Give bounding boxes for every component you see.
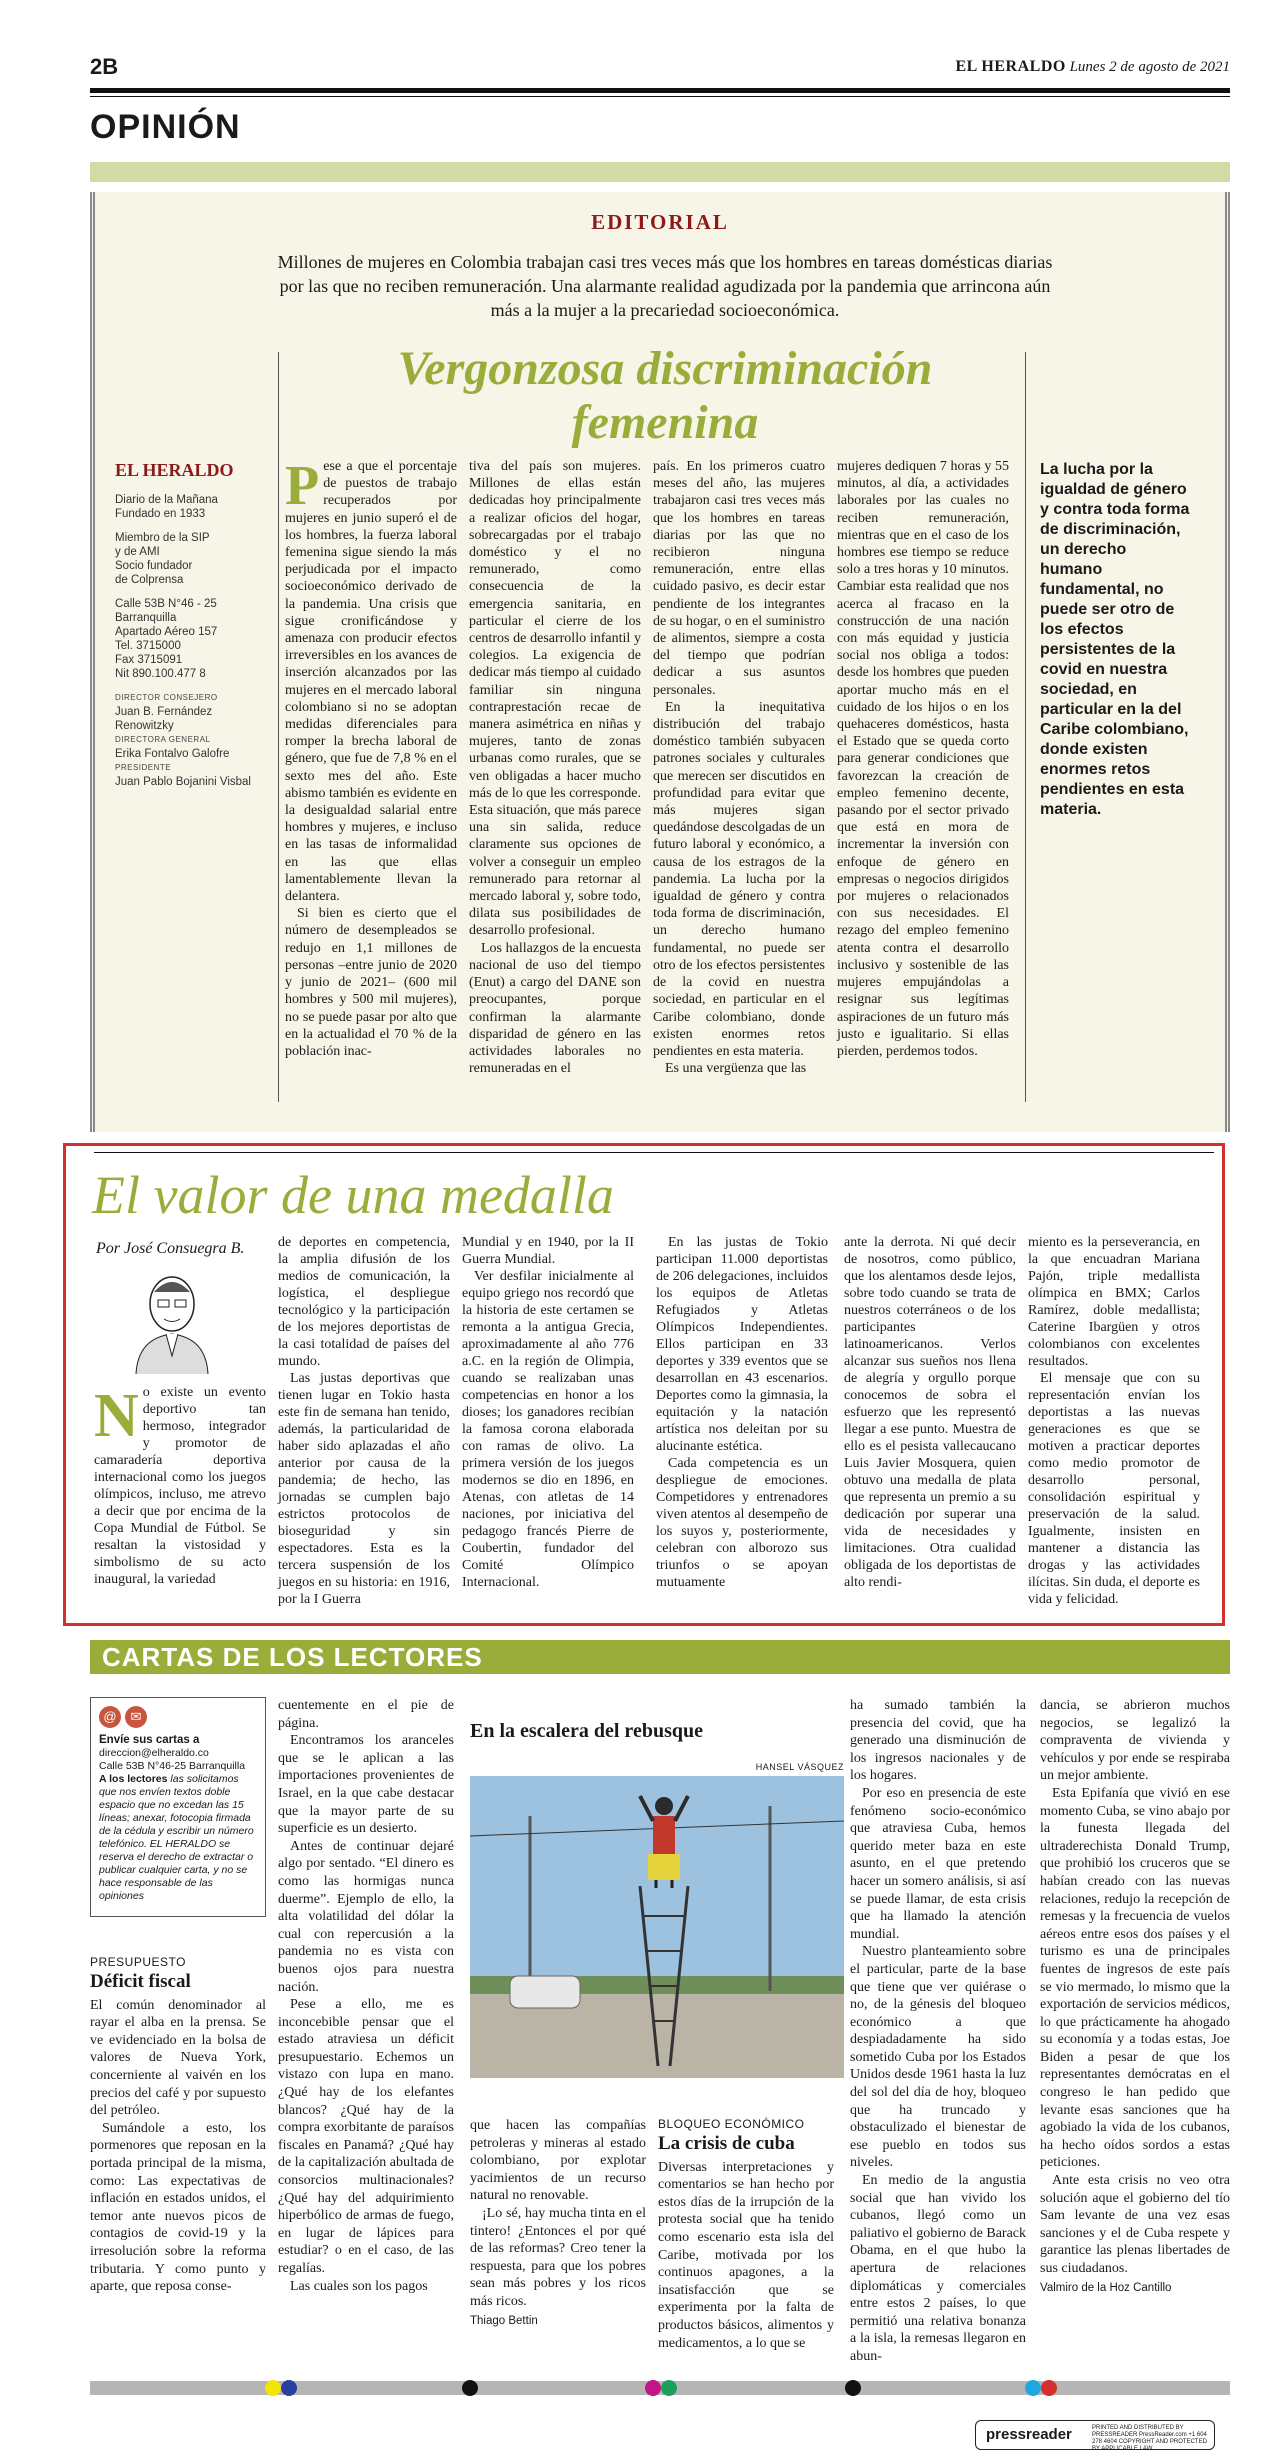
editorial-box [90,192,1230,1132]
letters-section-bar: CARTAS DE LOS LECTORES [90,1640,1230,1674]
editorial-column-3 [653,458,825,1077]
article-paragraph: ante la derrota. Ni qué decir de nosotros, como público, que los alentamos desde lejos, sobre todo cuando se trata de nuestros coterráneos o de los participantes latinoamericanos. Verlos alcanzar sus sueños nos llena de alegría y orgullo porque conocemos de sobra el esfuerzo que les representó llegar a ese punto. Muestra de ello es el pesista vallecaucano Luis Javier Mosquera, quien obtuvo una medalla de plata que representa un premio a su dedicación por superar una vida de necesidades y limitaciones. Otra cualidad obligada de los deportistas de alto rendi- [844,1235,1016,1590]
registration-dot [1025,2380,1041,2396]
photo-headline: En la escalera del rebusque [470,1720,703,1742]
editorial-paragraph: mujeres dediquen 7 horas y 55 minutos, al día, a actividades laborales por las cuales no reciben remuneración, mientras que en el caso de los hombres ese tiempo se reduce solo a tres horas y 10 minutos. Cambiar esta realidad que nos acerca al fracaso en la construcción de una nación con más equidad y justicia social nos obliga a todos: desde los hombres que pueden aportar mucho más en el cuidado de los hijos o en los quehaceres domésticos, hasta el Estado que se queda corto para generar condiciones que favorezcan la creación de empleo femenino decente, pasando por el sector privado que está en mora de incrementar la inversión con enfoque de género en empresas o negocios dirigidos por mujeres o relacionados con sus necesidades. El rezago del empleo femenino atenta contra el desarrollo inclusivo y sostenible de las mujeres empujándolas a resignar sus legítimas aspiraciones de un futuro más justo e igualitario. Si ellas pierden, perdemos todos. [837,459,1009,1059]
credits-line: Miembro de la SIP [115,532,210,544]
credits-line: Fax 3715091 [115,654,183,666]
credits-person: Juan B. Fernández Renowitzky [115,706,213,732]
author-portrait [126,1264,218,1374]
submission-email[interactable]: direccion@elheraldo.co [99,1747,209,1759]
column-divider [278,352,279,1102]
article-column-1 [94,1384,266,1588]
editorial-paragraph: En la inequitativa distribución del trabajo doméstico también subyacen patrones sociales y culturales que merecen ser discutidos en profundidad para evitar que más mujeres sigan quedándose descolgadas de un futuro laboral y económico, a causa de los estragos de la pandemia. La lucha por la igualdad de género y contra toda forma de discriminación, un derecho humano fundamental, no puede ser otro de los efectos persistentes de la covid en nuestra sociedad, en particular en el Caribe colombiano, donde existen enormes retos pendientes en esta materia. [653,699,825,1059]
section-accent-bar [90,162,1230,182]
registration-dot [462,2380,478,2396]
article-paragraph: o existe un evento deportivo tan hermoso, integrador y promotor de camaradería deportiva internacional como los juegos olímpicos, incluso, me atrevo a decir que por encima de la Copa Mundial de Fútbol. Se resaltan la vistosidad y simbolismo de su acto inaugural, la variedad [94,1385,266,1587]
article-paragraph: de deportes en competencia, la amplia difusión de los medios de comunicación, la logística, el despliegue tecnológico y la participación de los mejores deportistas de la casi totalidad de países del mundo. [278,1235,450,1369]
letter-kicker: BLOQUEO ECONÓMICO [658,2117,805,2131]
credits-person: Erika Fontalvo Galofre [115,748,230,760]
editorial-paragraph: ese a que el porcentaje de puestos de trabajo recuperados por mujeres en junio superó el de los hombres, la fuerza laboral femenina sigue siendo la más perjudicada por el impacto socioeconómico derivado de la pandemia. Una crisis que sigue cronificándose y amenaza con producir efectos irreversibles en los avances de inserción alcanzados por las mujeres en el mercado laboral colombiano si no se adoptan medidas diferenciales para romper la brecha laboral de género, que fue de 7,8 % en el sexto mes del año. Este abismo también es evidente en la desigualdad salarial entre hombres y mujeres, e incluso en las tasas de informalidad en las que ellas lamentablemente llevan la delantera. [285,459,457,905]
credits-line: Socio fundador [115,560,193,572]
editorial-paragraph: Si bien es cierto que el número de desempleados se redujo en 1,1 millones de personas –entre junio de 2020 y junio de 2021– (600 mil hombres y 500 mil mujeres), no se puede pasar por alto que en la actualidad el 70 % de la población inac- [285,906,457,1059]
editorial-paragraph: Es una vergüenza que las [665,1061,807,1077]
pressreader-notice: PRINTED AND DISTRIBUTED BY PRESSREADER PressReader.com +1 604 278 4604 COPYRIGHT AND PROTECTED BY APPLICABLE LAW [1092,2425,1207,2452]
letter-paragraph: Ante esta crisis no veo otra solución aque el gobierno del tío Sam levante de una vez esas sanciones y el de Cuba respete y garantice las plenas libertades de sus ciudadanos. [1040,2173,1230,2276]
article-paragraph: En las justas de Tokio participan 11.000 deportistas de 206 delegaciones, incluidos los equipos de Atletas Refugiados y Atletas Olímpicos Independientes. Ellos participan en 33 deportes y 339 eventos que se desarrollan en 43 escenarios. Deportes como la gimnasia, la equitación y la natación artística nos deleitan por su alucinante estética. [656,1235,828,1454]
letter-paragraph: Esta Epifanía que vivió en ese momento Cuba, se vino abajo por la funesta llegada del ultraderechista Donald Trump, que prohibió los cruceros que se habían creado con las nuevas relaciones, redujo la recepción de remesas y la frecuencia de vuelos aéreos entre esos dos países y el turismo es una de principales fuentes de ingresos de este país se vio mermado, lo mismo que la exportación de servicios médicos, lo que prácticamente ha ahogado su economía y a todas estas, Joe Biden a pesar de que los representantes demócratas en el congreso le han pedido que levante esas sanciones que ha agobiado la vida de los cubanos, ha hecho oídos sordos a estas peticiones. [1040,1785,1230,2171]
paper-name: EL HERALDO [955,58,1066,75]
editorial-headline: Vergonzosa discriminación femenina [397,342,933,449]
article-paragraph: Cada competencia es un despliegue de emociones. Competidores y entrenadores viven atentos al desempeño de los suyos y, posteriormente, celebran con alborozo sus triunfos o se apoyan mutuamente [656,1456,828,1590]
letter-paragraph: Las cuales son los pagos [290,2278,428,2294]
article-column-6 [1028,1234,1200,1608]
credits-person: Juan Pablo Bojanini Visbal [115,776,251,788]
column-divider [1025,352,1026,1102]
letter-paragraph: cuentemente en el pie de página. [278,1698,454,1731]
letter-paragraph: Encontramos los aranceles que se le aplican a las importaciones provenientes de Israel, en la que cabe destacar que la mayor parte de su superficie es un desierto. [278,1733,454,1837]
readers-label: A los lectores [99,1773,168,1785]
drop-cap: P [285,455,320,517]
medal-article [63,1143,1225,1626]
article-paragraph: El mensaje que con su representación envían los deportistas a las nuevas generaciones es que se motiven a practicar deportes como medio promotor de desarrollo personal, consolidación espiritual y preservación de la salud. Igualmente, insisten en mantener a distancia las drogas y las actividades ilícitas. Sin duda, el deporte es vida y felicidad. [1028,1371,1200,1607]
pull-quote: La lucha por la igualdad de género y contra toda forma de discriminación, un derecho humano fundamental, no puede ser otro de los efectos persistentes de la covid en nuestra sociedad, en particular en la del Caribe colombiano, donde existen enormes retos pendientes en esta materia. [1040,461,1190,818]
issue-date: Lunes 2 de agosto de 2021 [1069,59,1230,75]
registration-dot [845,2380,861,2396]
registration-dot [281,2380,297,2396]
page-number: 2B [90,54,119,79]
article-column-4 [656,1234,828,1591]
credits-line: Apartado Aéreo 157 [115,626,218,638]
masthead-date [955,58,1230,76]
credits-line: de Colprensa [115,574,184,586]
editorial-column-2 [469,458,641,1077]
pressreader-badge[interactable] [975,2420,1215,2450]
submission-address: Calle 53B N°46-25 Barranquilla [99,1760,246,1772]
credits-line: Nit 890.100.477 8 [115,668,206,680]
submission-heading: Envíe sus cartas a [99,1734,200,1746]
pressreader-logo: pressreader [986,2426,1072,2443]
letter-title: Déficit fiscal [90,1971,191,1992]
letter-paragraph: Diversas interpretaciones y comentarios se han hecho por estos días de la irrupción de la protesta social que ha tenido como escenario esta isla del Caribe, motivada por los continuos apagones, a la insatisfacción que se experimenta por la falta de productos básicos, alimentos y medicamentos, a lo que se [658,2159,834,2351]
brand-logo: EL HERALDO [115,460,234,480]
credits-line: Calle 53B N°46 - 25 [115,598,217,610]
article-paragraph: miento es la perseverancia, en la que encuadran Mariana Pajón, triple medallista olímpica en BMX; Carlos Ramírez, doble medallista; Caterine Ibargüen y otros colombianos con excelentes resultados. [1028,1235,1200,1369]
letter-paragraph: El común denominador al rayar el alba en la prensa. Se ve evidenciado en la bolsa de valores de Nueva York, concerniente al vaivén en los precios del café y por supuesto del petróleo. [90,1997,266,2119]
editorial-paragraph: Los hallazgos de la encuesta nacional de uso del tiempo (Enut) a cargo del DANE son preocupantes, porque confirman la alarmante disparidad de género en las actividades laborales no remuneradas en el [469,940,641,1077]
article-headline: El valor de una medalla [92,1165,614,1225]
masthead-credits [115,460,265,789]
letter-paragraph: Por eso en presencia de este fenómeno socio-económico que atraviesa Cuba, hemos querido meter baza en este asunto, en el que pretendo hacer un somero análisis, si así se puede llamar, de esta crisis que ha llamado la atención mundial. [850,1785,1026,1942]
credits-role: DIRECTOR CONSEJERO [115,693,218,702]
envelope-icon: ✉ [125,1706,147,1728]
editorial-subhead: Millones de mujeres en Colombia trabajan casi tres veces más que los hombres en tareas domésticas diarias por las que no reciben remuneración. Una alarmante realidad agudizada por la pandemia que arrincona aún más a la mujer a la precariedad socioeconómica. [277,252,1053,320]
letter-signature: Valmiro de la Hoz Cantillo [1040,2281,1172,2294]
letter-paragraph: ha sumado también la presencia del covid, que ha generado una disminución de los ingresos nacionales y de los hogares. [850,1698,1026,1784]
letter-paragraph: Sumándole a esto, los pormenores que reposan en la portada principal de la misma, como: Las expectativas de inflación en estados unidos, el temor ante nuevos picos de contagios de covid-19 y la irresolución sobre la reforma tributaria. Y como punto y aparte, que reposa conse- [90,2120,266,2295]
credits-role: PRESIDENTE [115,763,172,772]
registration-dot [265,2380,281,2396]
letter-paragraph: Nuestro planteamiento sobre el particular, parte de la base que tiene que ver quiérase o no, de la génesis del bloqueo económico a que despiadadamente ha sido sometido Cuba por los Estados Unidos desde 1961 hasta la luz del sol del día de hoy, bloqueo que ha truncado y obstaculizado el bienestar de ese pueblo en todos sus niveles. [850,1944,1026,2171]
credits-line: Diario de la Mañana [115,494,218,506]
credits-line: Fundado en 1933 [115,508,206,520]
readers-notice: las solicitamos que nos envíen textos doble espacio que no excedan las 15 líneas; anexar, fotocopia firmada de la cédula y escribir un número telefónico. EL HERALDO se reserva el derecho de extractar o publicar cualquier carta, y no se hace responsable de las opiniones [99,1773,254,1902]
letter-2-column-1 [658,2117,834,2352]
credits-line: Tel. 3715000 [115,640,181,652]
section-title: OPINIÓN [90,108,241,146]
credits-role: DIRECTORA GENERAL [115,735,211,744]
letter-paragraph: que hacen las compañías petroleras y mineras al estado colombiano, por explotar yacimientos de un recurso natural no renovable. [470,2118,646,2204]
article-column-5 [844,1234,1016,1591]
registration-dot [1041,2380,1057,2396]
article-byline: Por José Consuegra B. [96,1240,245,1257]
letter-paragraph: dancia, se abrieron muchos negocios, se legalizó la compraventa de vivienda y vehículos y por ende se respiraba un mejor ambiente. [1040,1698,1230,1784]
at-icon: @ [99,1706,121,1728]
street-photo [470,1776,844,2078]
article-column-2 [278,1234,450,1608]
header-rule-thin [90,96,1230,97]
letter-paragraph: Pese a ello, me es inconcebible pensar que el estado atraviesa un déficit presupuestario. Echemos un vistazo con lupa en mano. ¿Qué hay de los elefantes blancos? ¿Qué hay de la compra exorbitante de paraísos fiscales en Panamá? ¿Qué hay de la capitalización abultada de consorcios multinacionales? ¿Qué hay del adquirimiento hiperbólico de armas de fuego, en lugar de lápices para estudiar? o en el caso, de las regalías. [278,1997,454,2276]
article-paragraph: Mundial y en 1940, por la II Guerra Mundial. [462,1235,634,1267]
letter-1-column-3 [470,2117,646,2327]
letter-kicker: PRESUPUESTO [90,1955,186,1969]
letter-paragraph: En medio de la angustia social que han vivido los cubanos, llegó como un paliativo el gobierno de Barack Obama, en el que hubo la apertura de relaciones diplomáticas y comerciales entre estos 2 países, lo que permitió una relativa bonanza a la isla, la remesas llegaron en abun- [850,2173,1026,2364]
drop-cap: N [94,1382,139,1450]
editorial-paragraph: país. En los primeros cuatro meses del año, las mujeres trabajaron casi tres veces más que los hombres en tareas diarias por las que no recibieron ninguna remuneración, entre ellas cuidado pasivo, es decir estar pendiente de los integrantes de su hogar, o en el suministro de alimentos, siempre a costa del tiempo que podrían dedicar a sus asuntos personales. [653,459,825,698]
editorial-paragraph: tiva del país son mujeres. Millones de ellas están dedicadas hoy principalmente a realizar oficios del hogar, sobrecargadas por el trabajo doméstico y el no remunerado, como consecuencia de la emergencia sanitaria, en particular el cierre de los centros de desarrollo infantil y colegios. La exigencia de dedicar más tiempo al cuidado familiar sin ninguna contraprestación recae de manera asimétrica en niñas y mujeres, tanto de zonas urbanas como rurales, que se ven obligadas a hacer mucho más de lo que les corresponde. Esta situación, que más parece una sin salida, reduce claramente sus opciones de volver a conseguir un empleo remunerado para retornar al mercado laboral y, sobre todo, dilata sus posibilidades de desarrollo profesional. [469,459,641,939]
header-rule [90,88,1230,93]
submission-info-box [90,1697,266,1917]
letter-paragraph: ¡Lo sé, hay mucha tinta en el tintero! ¿Entonces el por qué de las reformas? Creo tener la respuesta, para que los pobres sean más pobres y los ricos más ricos. [470,2205,646,2309]
letter-paragraph: Antes de continuar dejaré algo por sentado. “El dinero es como las hormigas nunca duerme”. Ejemplo de ello, la alta volatilidad del dólar la cual con repercusión a la pandemia no es vista con buenos ojos para nuestra nación. [278,1838,454,1995]
letter-1-column-2 [278,1697,454,2295]
letter-1-column-1 [90,1955,266,2296]
credits-line: Barranquilla [115,612,177,624]
registration-dot [645,2380,661,2396]
article-column-3 [462,1234,634,1591]
article-paragraph: Ver desfilar inicialmente al equipo griego nos recordó que la historia de este certamen se remonta a la antigua Grecia, aproximadamente al año 776 a.C. en la región de Olimpia, cuando se realizaban unas competencias en honor a los dioses; los ganadores recibían la famosa corona elaborada con ramas de olivo. La primera versión de los juegos modernos se dio en 1896, en Atenas, con atletas de 14 naciones, por iniciativa del pedagogo francés Pierre de Coubertin, fundador del Comité Olímpico Internacional. [462,1269,634,1590]
photo-credit: HANSEL VÁSQUEZ [755,1762,844,1772]
editorial-column-4 [837,458,1009,1060]
article-paragraph: Las justas deportivas que tienen lugar en Tokio hasta este fin de semana han tenido, además, la particularidad de haber sido aplazadas el año anterior por causa de la pandemia; de hecho, las jornadas se cumplen bajo estrictos protocolos de bioseguridad y sin espectadores. Esta es la tercera suspensión de los juegos en su historia: en 1916, por la I Guerra [278,1371,450,1607]
letter-2-column-3 [1040,1697,1230,2294]
editorial-column-1 [285,455,457,1060]
letter-signature: Thiago Bettin [470,2314,538,2327]
registration-dot [661,2380,677,2396]
editorial-label: EDITORIAL [591,210,729,234]
letter-title: La crisis de cuba [658,2133,795,2154]
article-rule [94,1152,1214,1153]
letter-2-column-2 [850,1697,1026,2366]
credits-line: y de AMI [115,546,160,558]
